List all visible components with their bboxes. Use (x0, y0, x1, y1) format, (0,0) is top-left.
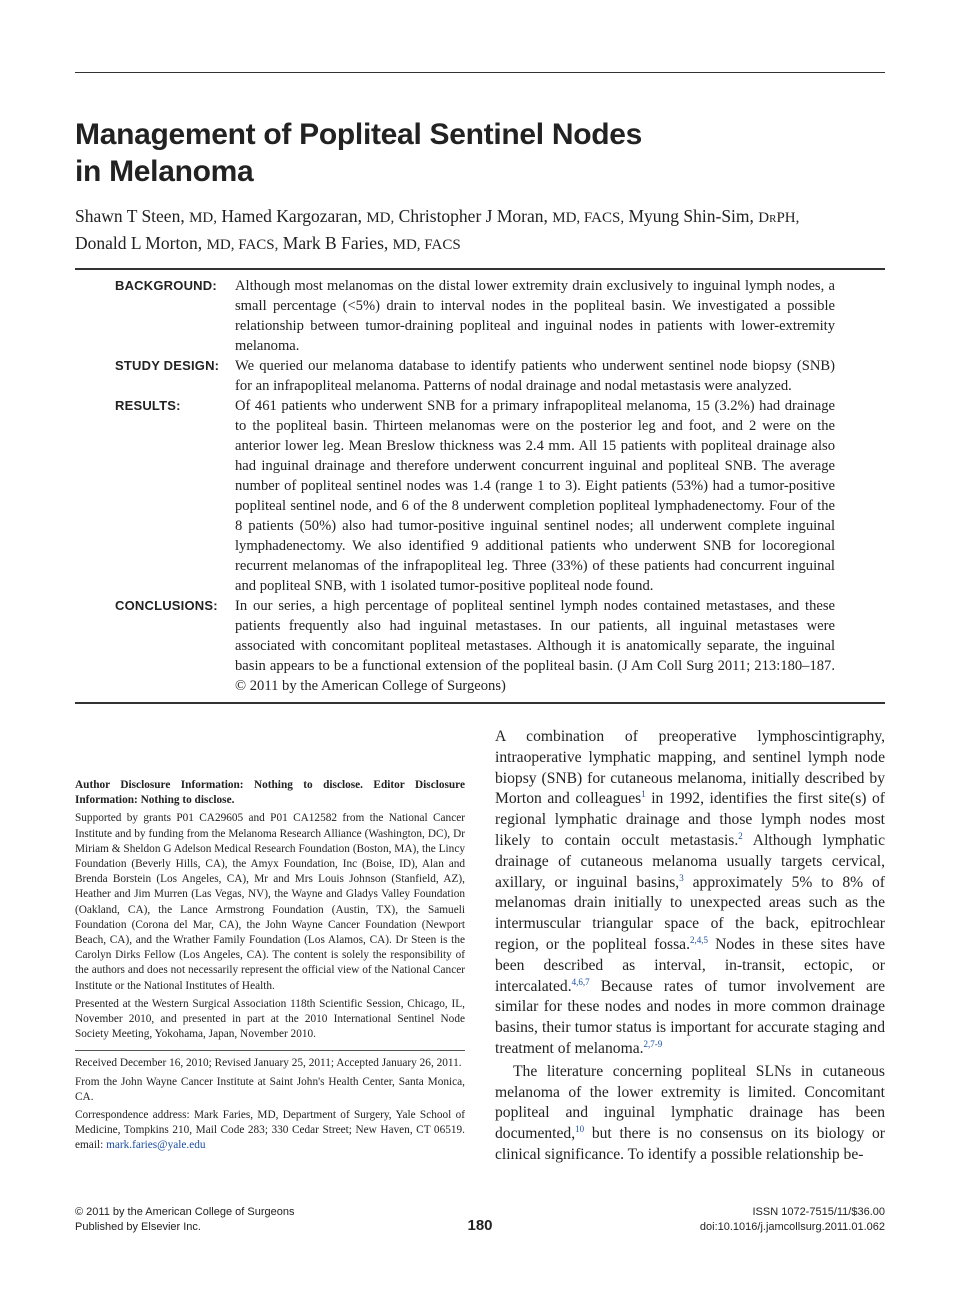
citation-link[interactable]: 2,4,5 (689, 934, 708, 945)
funding-note: Supported by grants P01 CA29605 and P01 CA12582 from the National Cancer Institute and by funding from the Melanoma Research Alliance (Washington, DC), Dr Miriam & Sheldon G Adelson Medical Research Foundation (Boston, MA), the Lincy Foundation (Beverly Hills, CA), the Amyx Foundation, Inc (Boise, ID), Alan and Brenda Borstein (Los Angeles, CA), Mr and Mrs Louis Johnson (Stanfield, AZ), Heather and Jim Murren (Las Vegas, NV), the Wayne and Gladys Valley Foundation (Oakland, CA), the Lance Armstrong Foundation (Austin, TX), the Samueli Foundation (Corona del Mar, CA), the John Wayne Cancer Foundation (Newport Beach, CA), and the Wrather Family Foundation (Los Alamos, CA). Dr Steen is the Carolyn Dirks Fellow (Los Angeles, CA). The content is solely the responsibility of the authors and does not necessarily represent the official view of the National Cancer Institute or the National Institutes of Health. (75, 812, 465, 992)
text-run: approximately 5% to 8% of melanomas drain initially to unexpected areas such as the intermuscular triangular space of the back, epitrochlear region, or the popliteal fossa. (495, 873, 886, 953)
article-title (75, 116, 835, 190)
conclusions-label: CONCLUSIONS: (115, 598, 218, 613)
author-degree: MD, (366, 210, 395, 226)
title-line-2: in Melanoma (75, 155, 254, 188)
author-degree: MD, FACS, (552, 210, 625, 226)
presented-note: Presented at the Western Surgical Association 118th Scientific Session, Chicago, IL, November 2010, and presented in part at the 2010 International Sentinel Node Society Meeting, Yokohama, Japan, November 2010. (75, 997, 465, 1041)
author-name: Christopher J Moran, (398, 206, 548, 226)
text-run: The literature concerning popliteal SLNs in cutaneous melanoma of the lower extremity is limited. Concomitant popliteal and inguinal lymphatic drainage has been documented, (495, 1062, 885, 1143)
footer-copyright: © 2011 by the American College of Surgeons (75, 1206, 295, 1218)
conclusions-text: In our series, a high percentage of popliteal sentinel lymph nodes contained metastases, and these patients frequently also had inguinal metastases. In our patients, all inguinal metastases were associated with concomitant popliteal metastases. Although it is anatomically separate, the inguinal basin appears to be a functional extension of the popliteal basin. (J Am Coll Surg 2011; 213:180–187. © 2011 by the American College of Surgeons) (235, 598, 835, 694)
author-name: Donald L Morton, (75, 233, 203, 253)
citation-link[interactable]: 2 (738, 830, 743, 841)
affiliation-note: From the John Wayne Cancer Institute at Saint John's Health Center, Santa Monica, CA. (75, 1075, 465, 1103)
text-run: A combination of preoperative lymphoscintigraphy, intraoperative lymphatic mapping, and sentinel lymph node biopsy (SNB) for cutaneous melanoma, initially described by Morton and colleagues (495, 728, 885, 808)
citation-link[interactable]: 1 (641, 789, 646, 800)
footer-issn: ISSN 1072-7515/11/$36.00 (752, 1206, 885, 1218)
citation-link[interactable]: 10 (575, 1124, 585, 1135)
notes-divider (75, 1050, 465, 1051)
study-design-label: STUDY DESIGN: (115, 358, 220, 373)
received-note: Received December 16, 2010; Revised January 25, 2011; Accepted January 26, 2011. (75, 1057, 462, 1070)
footer-publisher: Published by Elsevier Inc. (75, 1221, 201, 1233)
correspondence-note (75, 1108, 465, 1154)
results-label: RESULTS: (115, 398, 181, 413)
page-number: 180 (467, 1217, 493, 1234)
text-run: in 1992, identifies the first site(s) of regional lymphatic drainage and those lymph nodes most likely to contain occult metastasis. (495, 790, 885, 849)
author-name: Myung Shin-Sim, (628, 206, 754, 226)
author-name: Mark B Faries, (282, 233, 389, 253)
footer-doi[interactable]: doi:10.1016/j.jamcollsurg.2011.01.062 (699, 1221, 885, 1233)
author-degree: MD, FACS (392, 237, 461, 253)
results-text: Of 461 patients who underwent SNB for a primary infrapopliteal melanoma, 15 (3.2%) had drainage to the popliteal basin. Thirteen melanomas were on the posterior leg and foot, and 2 were on the anterior lower leg. Mean Breslow thickness was 2.4 mm. All 15 patients with popliteal drainage also had inguinal drainage and therefore underwent concurrent inguinal and popliteal SNB. The average number of popliteal sentinel nodes was 1.4 (range 1 to 3). Eight patients (53%) had a tumor-positive popliteal sentinel node, and 6 of the 8 underwent completion popliteal lymphadenectomy. Four of the 8 patients (50%) also had tumor-positive inguinal sentinel nodes; all underwent complete inguinal lymphadenectomy. We also identified 9 additional patients who underwent SNB for locoregional recurrent melanomas of the infrapopliteal leg. Three (33%) of these patients had concurrent inguinal and popliteal SNB, with 1 isolated tumor-positive popliteal node found. (235, 398, 835, 594)
footer-right (700, 1205, 885, 1235)
author-degree: MD, (189, 210, 217, 226)
disclosure-note: Author Disclosure Information: Nothing to disclose. Editor Disclosure Information: Nothing to disclose. (75, 779, 465, 807)
citation-link[interactable]: 4,6,7 (571, 976, 590, 987)
correspondence-text: Correspondence address: Mark Faries, MD, Department of Surgery, Yale School of Medicine, Tompkins 210, Mail Code 283; 330 Cedar Street; New Haven, CT 06519. email: (75, 1109, 465, 1152)
body-paragraph-2 (495, 1062, 885, 1166)
text-run: Nodes in these sites have been described as interval, in-transit, ectopic, or intercalated. (495, 935, 885, 995)
header-rule (75, 72, 885, 73)
author-name: Hamed Kargozaran, (221, 206, 362, 226)
author-degree: DrPH, (758, 210, 800, 226)
author-name: Shawn T Steen, (75, 206, 185, 226)
article-notes (75, 778, 465, 1157)
citation-link[interactable]: 3 (679, 872, 684, 883)
body-text (495, 727, 885, 1166)
abstract-rule-bottom (75, 702, 885, 704)
title-line-1: Management of Popliteal Sentinel Nodes (75, 118, 643, 151)
text-run: Because rates of tumor involvement are similar for these nodes and nodes in more common drainage basins, their tumor status is important for accurate staging and treatment of melanoma. (495, 977, 885, 1057)
abstract-rule-top (75, 268, 885, 270)
citation-link[interactable]: 2,7-9 (643, 1038, 663, 1049)
background-label: BACKGROUND: (115, 278, 217, 293)
study-design-text: We queried our melanoma database to identify patients who underwent sentinel node biopsy (SNB) for an infrapopliteal melanoma. Patterns of nodal drainage and nodal metastasis were analyzed. (235, 358, 835, 394)
background-text: Although most melanomas on the distal lower extremity drain exclusively to inguinal lymph nodes, a small percentage (<5%) drain to interval nodes in the popliteal basin. We investigated a possible relationship between tumor-draining popliteal and inguinal nodes in patients with lower-extremity melanoma. (235, 278, 835, 354)
author-list (75, 204, 885, 258)
text-run: Although lymphatic drainage of cutaneous melanoma usually targets cervical, axillary, or inguinal basins, (495, 831, 885, 891)
email-link[interactable]: mark.faries@yale.edu (106, 1139, 206, 1152)
text-run: but there is no consensus on its biology or clinical significance. To identify a possible relationship be- (495, 1125, 885, 1163)
body-paragraph-1 (495, 727, 885, 1060)
author-degree: MD, FACS, (206, 237, 279, 253)
